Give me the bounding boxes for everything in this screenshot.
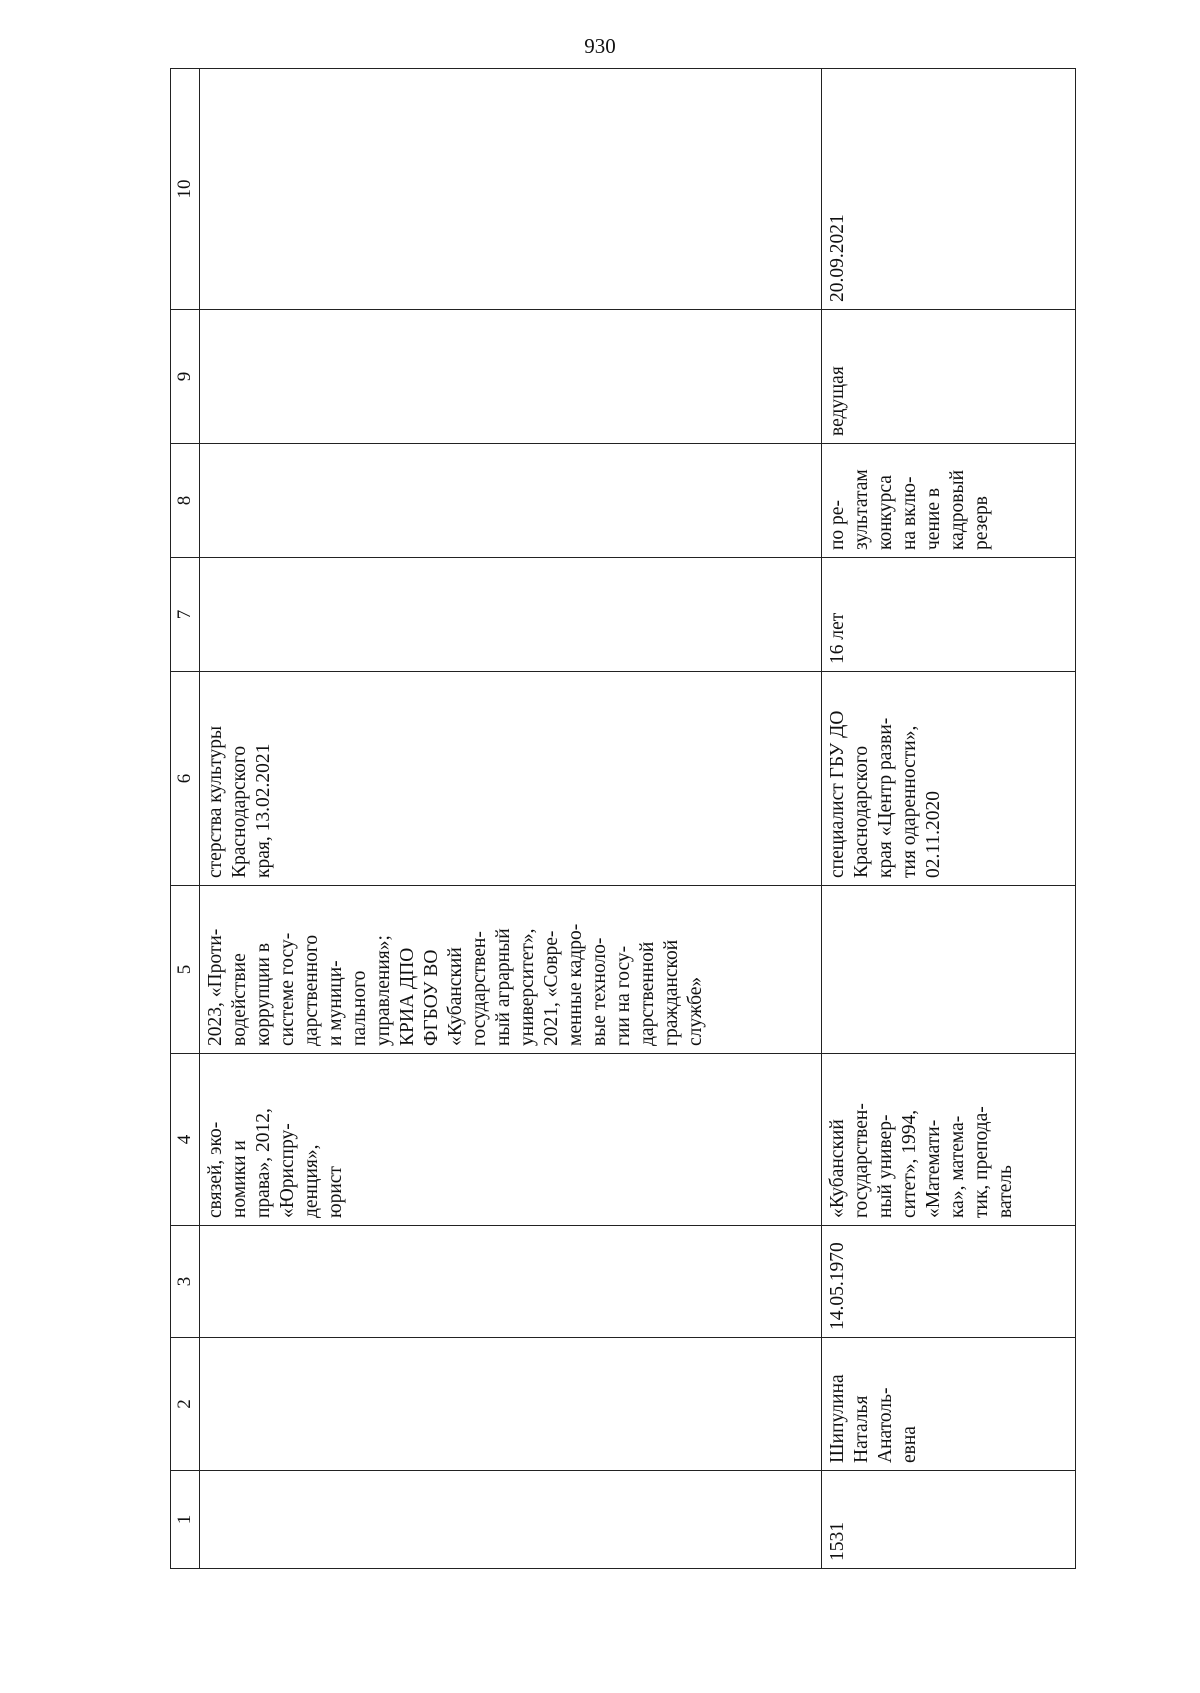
cell-education: связей, эко- номики и права», 2012, «Юриспру- денция», юрист	[200, 1054, 822, 1226]
cell-group: ведущая	[822, 310, 1076, 444]
cell-education: «Кубанский государствен- ный универ- ситет», 1994, «Математи- ка», матема- тик, препода- ватель	[822, 1054, 1076, 1226]
header-cell: 10	[171, 69, 200, 310]
header-cell: 7	[171, 558, 200, 672]
header-cell: 5	[171, 886, 200, 1054]
cell-birth-date: 14.05.1970	[822, 1226, 1076, 1338]
header-cell: 3	[171, 1226, 200, 1338]
table-row	[822, 69, 1076, 1569]
header-cell: 1	[171, 1471, 200, 1569]
header-cell: 8	[171, 444, 200, 558]
personnel-table	[170, 68, 1076, 1569]
header-cell: 4	[171, 1054, 200, 1226]
cell-basis	[200, 444, 822, 558]
cell-date: 20.09.2021	[822, 69, 1076, 310]
cell-number	[200, 1471, 822, 1569]
cell-position: стерства культуры Краснодарского края, 13.02.2021	[200, 672, 822, 886]
header-cell: 6	[171, 672, 200, 886]
cell-number: 1531	[822, 1471, 1076, 1569]
cell-full-name: Шипулина Наталья Анатоль- евна	[822, 1338, 1076, 1471]
cell-additional-education	[822, 886, 1076, 1054]
cell-experience: 16 лет	[822, 558, 1076, 672]
cell-basis: по ре- зультатам конкурса на вклю- чение в кадровый резерв	[822, 444, 1076, 558]
cell-group	[200, 310, 822, 444]
cell-full-name	[200, 1338, 822, 1471]
cell-birth-date	[200, 1226, 822, 1338]
header-row	[171, 69, 200, 1569]
cell-position: специалист ГБУ ДО Краснодарского края «Центр разви- тия одаренности», 02.11.2020	[822, 672, 1076, 886]
cell-additional-education: 2023, «Проти- водействие коррупции в системе госу- дарственного и муници- пального управления»; КРИА ДПО ФГБОУ ВО «Кубанский государствен- ный аграрный университет», 2021, «Совре- менные кадро- вые техноло- гии на госу- дарственной гражданской службе»	[200, 886, 822, 1054]
header-cell: 2	[171, 1338, 200, 1471]
cell-experience	[200, 558, 822, 672]
page-number: 930	[584, 34, 616, 58]
header-cell: 9	[171, 310, 200, 444]
rotated-table-wrapper	[170, 69, 1065, 1569]
cell-date	[200, 69, 822, 310]
table-row	[200, 69, 822, 1569]
